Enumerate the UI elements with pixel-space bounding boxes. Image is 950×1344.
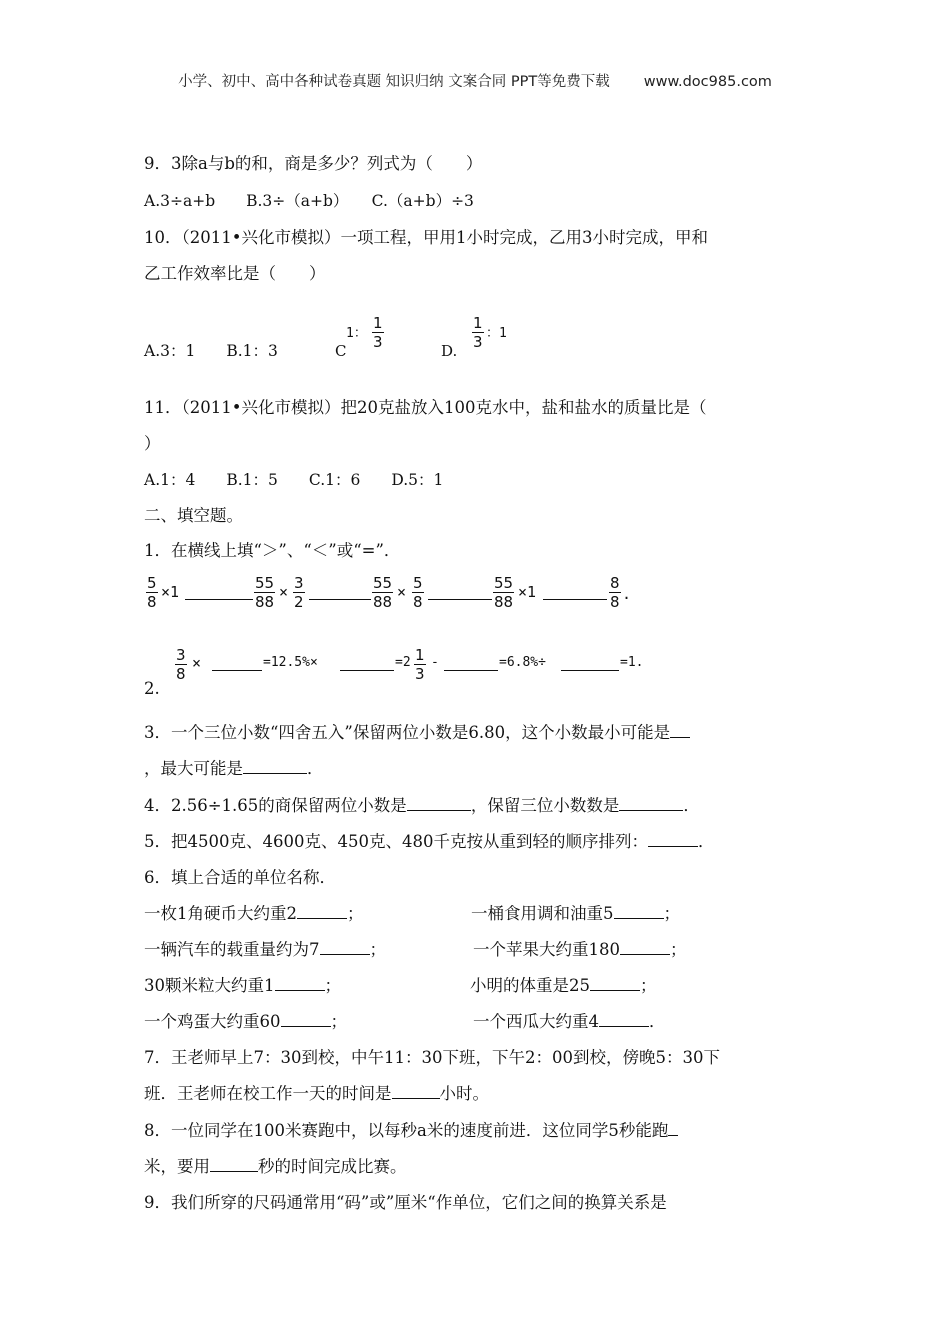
frac-denominator: 8	[176, 665, 186, 683]
answer-blank[interactable]	[670, 722, 690, 738]
f1-times-1: ×1	[161, 583, 180, 601]
answer-blank[interactable]	[543, 583, 607, 600]
frac-numerator: 1	[473, 314, 483, 332]
frac-denominator: 8	[413, 593, 423, 611]
f3-period: ．	[307, 759, 324, 778]
answer-blank[interactable]	[407, 795, 471, 811]
frac-denominator: 2	[294, 593, 304, 611]
q10-option-c-label: C	[335, 342, 347, 360]
answer-blank[interactable]	[648, 831, 698, 847]
q10-option-d-label: D.	[441, 342, 458, 360]
frac-numerator: 3	[176, 646, 186, 664]
f6-item-text: 一辆汽车的载重量约为7	[144, 940, 320, 959]
answer-blank[interactable]	[275, 975, 325, 991]
f5-text: 5．把4500克、4600克、450克、480千克按从重到轻的顺序排列：	[144, 832, 648, 851]
frac-denominator: 8	[610, 593, 620, 611]
f6-row-left	[144, 939, 386, 961]
f1-frac-55-88	[254, 575, 275, 610]
f8-text: 米，要用	[144, 1157, 210, 1176]
f6-row-left	[144, 1011, 347, 1033]
f8-line2	[144, 1156, 407, 1178]
f3-text: 3．一个三位小数“四舍五入”保留两位小数是6.80，这个小数最小可能是	[144, 723, 671, 742]
answer-blank[interactable]	[243, 758, 307, 774]
f6-punct: ；	[369, 940, 386, 959]
answer-blank[interactable]	[212, 654, 262, 671]
answer-blank[interactable]	[561, 654, 619, 671]
answer-blank[interactable]	[320, 939, 370, 955]
answer-blank[interactable]	[668, 1120, 678, 1136]
f6-item-text: 一个苹果大约重180	[473, 940, 620, 959]
f6-item-text: 一枚1角硬币大约重2	[144, 904, 297, 923]
f1-times: ×	[279, 583, 289, 601]
f2-minus: -	[431, 655, 439, 670]
q10-option-d-ratio: ：1	[486, 326, 507, 341]
f4-period: ．	[683, 796, 700, 815]
f8-text: 8．一位同学在100米赛跑中，以每秒a米的速度前进．这位同学5秒能跑	[144, 1121, 669, 1140]
f3-line2	[144, 758, 324, 780]
f1-times-1: ×1	[518, 583, 537, 601]
f4-text: 4．2.56÷1.65的商保留两位小数是	[144, 796, 407, 815]
f1-frac-8-8	[609, 575, 621, 610]
answer-blank[interactable]	[614, 903, 664, 919]
answer-blank[interactable]	[444, 654, 498, 671]
frac-numerator: 5	[413, 574, 423, 592]
header-text: 小学、初中、高中各种试卷真题 知识归纳 文案合同 PPT等免费下载	[178, 74, 610, 90]
f5-period: ．	[697, 832, 715, 851]
frac-denominator: 88	[494, 593, 514, 611]
f2-eq4: =1.	[620, 655, 644, 670]
frac-numerator: 8	[610, 574, 620, 592]
f6-item-text: 一桶食用调和油重5	[471, 904, 614, 923]
f6-row-right	[471, 903, 680, 925]
f2-times: ×	[192, 654, 202, 672]
f6-row-right	[470, 975, 657, 997]
f1-frac-5-8	[412, 575, 424, 610]
frac-numerator: 55	[255, 574, 275, 592]
f6-stem: 6．填上合适的单位名称．	[144, 868, 336, 887]
q10-line1: 10．（2011•兴化市模拟）一项工程，甲用1小时完成，乙用3小时完成，甲和	[144, 228, 708, 247]
f7-line2	[144, 1083, 489, 1105]
f6-item-text: 30颗米粒大约重1	[144, 976, 275, 995]
f6-row-left	[144, 903, 364, 925]
f6-row-left	[144, 975, 341, 997]
f2-eq1: =12.5%×	[263, 655, 318, 670]
answer-blank[interactable]	[281, 1011, 331, 1027]
f2-eq3: =6.8%÷	[499, 655, 546, 670]
f6-punct: ；	[663, 904, 680, 923]
frac-denominator: 88	[373, 593, 393, 611]
answer-blank[interactable]	[340, 654, 394, 671]
answer-blank[interactable]	[309, 583, 371, 600]
f1-times: ×	[397, 583, 407, 601]
f6-punct: ．	[649, 1012, 666, 1031]
f9-line1: 9．我们所穿的尺码通常用“码”或”厘米“作单位，它们之间的换算关系是	[144, 1193, 667, 1212]
f7-text: 小时。	[439, 1084, 489, 1103]
f6-item-text: 小明的体重是25	[470, 976, 590, 995]
f2-frac-3-8	[175, 647, 187, 682]
q11-options: A.1：4 B.1：5 C.1：6 D.5：1	[144, 471, 444, 489]
f5-line	[144, 831, 714, 853]
frac-numerator: 3	[294, 574, 304, 592]
answer-blank[interactable]	[428, 583, 492, 600]
answer-blank[interactable]	[619, 795, 683, 811]
f6-row-right	[473, 1011, 666, 1033]
f1-frac-55-88	[372, 575, 393, 610]
f4-text: ，保留三位小数数是	[470, 796, 620, 815]
frac-numerator: 1	[373, 314, 383, 332]
frac-numerator: 1	[415, 646, 425, 664]
f2-label: 2.	[144, 679, 160, 698]
q11-line2: ）	[144, 434, 161, 453]
q10-option-d-fraction	[472, 315, 484, 350]
f2-frac-1-3	[414, 647, 426, 682]
f1-period: .	[622, 585, 632, 603]
frac-denominator: 88	[255, 593, 275, 611]
frac-numerator: 55	[494, 574, 514, 592]
f7-text: 班．王老师在校工作一天的时间是	[144, 1084, 392, 1103]
q9-options: A.3÷a+b B.3÷（a+b） C.（a+b）÷3	[144, 192, 474, 210]
f6-punct: ；	[347, 904, 364, 923]
f1-frac-3-2	[293, 575, 305, 610]
frac-denominator: 3	[373, 333, 383, 351]
f6-item-text: 一个鸡蛋大约重60	[144, 1012, 281, 1031]
frac-denominator: 8	[147, 593, 157, 611]
f1-frac-5-8	[146, 575, 158, 610]
f1-frac-55-88	[493, 575, 514, 610]
answer-blank[interactable]	[590, 975, 640, 991]
q11-line1: 11．（2011•兴化市模拟）把20克盐放入100克水中，盐和盐水的质量比是（	[144, 398, 707, 417]
answer-blank[interactable]	[620, 939, 670, 955]
f3-text: ，最大可能是	[144, 759, 243, 778]
f8-text: 秒的时间完成比赛。	[258, 1157, 407, 1176]
f3-line1	[144, 722, 690, 744]
q10-option-c-fraction	[372, 315, 384, 350]
f6-punct: ；	[330, 1012, 347, 1031]
q10-option-c-ratio: 1：	[346, 326, 367, 341]
answer-blank[interactable]	[297, 903, 347, 919]
q10-line2: 乙工作效率比是（ ）	[144, 264, 326, 283]
answer-blank[interactable]	[210, 1156, 258, 1172]
fill1-stem: 1．在横线上填“＞”、“＜”或“=”．	[144, 541, 401, 560]
f6-punct: ；	[324, 976, 341, 995]
f4-line	[144, 795, 700, 817]
frac-numerator: 55	[373, 574, 393, 592]
f2-eq2: =2	[395, 655, 411, 670]
page-header	[0, 70, 950, 91]
f6-item-text: 一个西瓜大约重4	[473, 1012, 599, 1031]
q10-options-ab: A.3：1 B.1：3	[144, 342, 278, 360]
f6-row-right	[473, 939, 687, 961]
section-title: 二、填空题。	[144, 506, 243, 525]
q9-stem: 9．3除a与b的和，商是多少？列式为（ ）	[144, 154, 483, 173]
f6-punct: ；	[670, 940, 687, 959]
frac-denominator: 3	[473, 333, 483, 351]
frac-numerator: 5	[147, 574, 157, 592]
f8-line1	[144, 1120, 678, 1142]
f7-line1: 7．王老师早上7：30到校，中午11：30下班，下午2：00到校，傍晚5：30下	[144, 1048, 720, 1067]
f6-punct: ；	[640, 976, 657, 995]
frac-denominator: 3	[415, 665, 425, 683]
answer-blank[interactable]	[185, 583, 253, 600]
answer-blank[interactable]	[599, 1011, 649, 1027]
answer-blank[interactable]	[392, 1083, 440, 1099]
header-url[interactable]: www.doc985.com	[643, 74, 772, 90]
